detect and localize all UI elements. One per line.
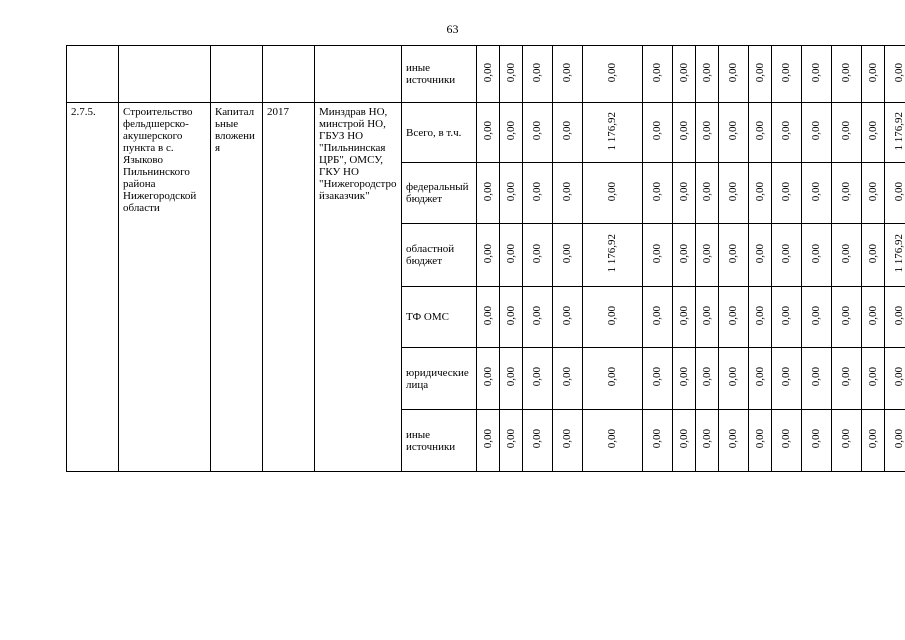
value-cell: 0,00 [696,224,719,287]
value-cell: 0,00 [643,46,673,103]
value-cell: 0,00 [553,410,583,472]
value-cell: 0,00 [832,348,862,410]
item-year-cell: 2017 [263,103,315,472]
value-cell: 0,00 [673,410,696,472]
value-cell: 0,00 [802,348,832,410]
value-cell: 0,00 [772,348,802,410]
value-cell: 0,00 [643,348,673,410]
value-cell: 0,00 [719,224,749,287]
value-cell: 0,00 [862,224,885,287]
page-number: 63 [446,22,459,36]
value-cell: 0,00 [749,348,772,410]
empty-cell [211,46,263,103]
value-cell: 0,00 [477,224,500,287]
value-cell: 0,00 [500,46,523,103]
value-cell: 0,00 [772,46,802,103]
value-cell: 0,00 [802,103,832,163]
value-cell: 0,00 [802,410,832,472]
item-type-cell: Капитальные вложения [211,103,263,472]
value-cell: 0,00 [719,103,749,163]
value-cell: 0,00 [832,224,862,287]
value-cell: 0,00 [643,103,673,163]
value-cell: 0,00 [477,46,500,103]
value-cell: 0,00 [553,348,583,410]
value-cell: 0,00 [832,103,862,163]
value-cell: 0,00 [802,46,832,103]
value-cell: 0,00 [673,163,696,224]
value-cell: 0,00 [885,163,905,224]
value-cell: 0,00 [719,46,749,103]
value-cell: 0,00 [862,410,885,472]
empty-cell [67,46,119,103]
value-cell: 0,00 [749,224,772,287]
funding-source-cell: иные источники [402,410,477,472]
value-cell: 0,00 [719,287,749,348]
funding-source-cell: областной бюджет [402,224,477,287]
value-cell: 0,00 [885,287,905,348]
value-cell: 0,00 [749,46,772,103]
value-cell: 0,00 [673,46,696,103]
value-cell: 0,00 [477,163,500,224]
value-cell: 0,00 [772,103,802,163]
value-cell: 0,00 [500,224,523,287]
value-cell: 0,00 [477,348,500,410]
value-cell: 0,00 [673,287,696,348]
value-cell: 0,00 [696,348,719,410]
value-cell: 0,00 [885,410,905,472]
value-cell: 0,00 [583,410,643,472]
value-cell: 0,00 [643,287,673,348]
empty-cell [119,46,211,103]
value-cell: 0,00 [802,163,832,224]
value-cell: 0,00 [832,410,862,472]
value-cell: 0,00 [523,163,553,224]
value-cell: 1 176,92 [885,103,905,163]
value-cell: 0,00 [523,46,553,103]
value-cell: 0,00 [749,103,772,163]
value-cell: 0,00 [696,103,719,163]
value-cell: 0,00 [862,348,885,410]
value-cell: 0,00 [583,348,643,410]
value-cell: 0,00 [885,46,905,103]
value-cell: 0,00 [553,46,583,103]
funding-source-cell: иные источники [402,46,477,103]
value-cell: 0,00 [673,103,696,163]
value-cell: 0,00 [696,163,719,224]
item-name-cell: Строительство фельдшерско-акушерского пункта в с. Языково Пильнинского района Нижегородской области [119,103,211,472]
value-cell: 0,00 [553,287,583,348]
value-cell: 0,00 [583,163,643,224]
value-cell: 0,00 [772,224,802,287]
value-cell: 0,00 [749,287,772,348]
value-cell: 0,00 [500,103,523,163]
value-cell: 0,00 [523,224,553,287]
value-cell: 0,00 [500,287,523,348]
empty-cell [315,46,402,103]
value-cell: 0,00 [832,163,862,224]
value-cell: 0,00 [673,348,696,410]
funding-source-cell: юридические лица [402,348,477,410]
value-cell: 0,00 [749,163,772,224]
value-cell: 0,00 [719,348,749,410]
value-cell: 1 176,92 [583,224,643,287]
value-cell: 0,00 [802,287,832,348]
value-cell: 0,00 [477,103,500,163]
value-cell: 0,00 [772,163,802,224]
value-cell: 0,00 [802,224,832,287]
empty-cell [263,46,315,103]
value-cell: 0,00 [553,224,583,287]
value-cell: 0,00 [523,348,553,410]
value-cell: 0,00 [553,163,583,224]
value-cell: 0,00 [719,410,749,472]
funding-source-cell: федеральный бюджет [402,163,477,224]
value-cell: 0,00 [749,410,772,472]
value-cell: 0,00 [673,224,696,287]
value-cell: 0,00 [477,410,500,472]
item-executors-cell: Минздрав НО, минстрой НО, ГБУЗ НО "Пильнинская ЦРБ", ОМСУ, ГКУ НО "Нижегородстройзаказчик" [315,103,402,472]
item-number-cell: 2.7.5. [67,103,119,472]
value-cell: 0,00 [523,410,553,472]
value-cell: 1 176,92 [885,224,905,287]
value-cell: 0,00 [719,163,749,224]
value-cell: 0,00 [862,287,885,348]
value-cell: 0,00 [553,103,583,163]
value-cell: 0,00 [583,287,643,348]
value-cell: 0,00 [862,46,885,103]
value-cell: 0,00 [523,103,553,163]
value-cell: 0,00 [832,287,862,348]
value-cell: 1 176,92 [583,103,643,163]
value-cell: 0,00 [643,224,673,287]
funding-source-cell: Всего, в т.ч. [402,103,477,163]
value-cell: 0,00 [862,163,885,224]
value-cell: 0,00 [477,287,500,348]
value-cell: 0,00 [832,46,862,103]
value-cell: 0,00 [885,348,905,410]
funding-source-cell: ТФ ОМС [402,287,477,348]
value-cell: 0,00 [500,163,523,224]
value-cell: 0,00 [643,163,673,224]
value-cell: 0,00 [696,410,719,472]
value-cell: 0,00 [500,410,523,472]
value-cell: 0,00 [643,410,673,472]
value-cell: 0,00 [696,287,719,348]
value-cell: 0,00 [772,287,802,348]
value-cell: 0,00 [696,46,719,103]
table-row [67,103,905,163]
table-row [67,46,905,103]
value-cell: 0,00 [523,287,553,348]
value-cell: 0,00 [772,410,802,472]
budget-table [66,45,905,472]
value-cell: 0,00 [500,348,523,410]
value-cell: 0,00 [862,103,885,163]
value-cell: 0,00 [583,46,643,103]
